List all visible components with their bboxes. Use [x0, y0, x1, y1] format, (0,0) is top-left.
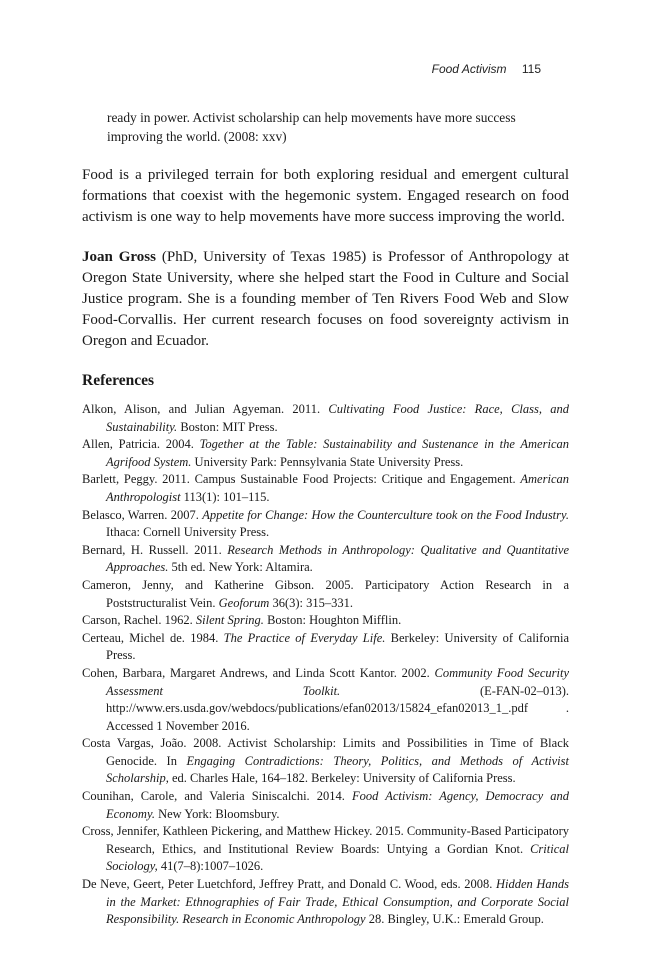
ref-text: 28. Bingley, U.K.: Emerald Group.	[365, 912, 544, 927]
ref-text: 5th ed. New York: Altamira.	[168, 560, 313, 575]
ref-text: Cross, Jennifer, Kathleen Pickering, and Matthew Hickey. 2015. Community-Based Participatory Research, Ethics, and Institutional Review Boards: Untying a Gordian Knot.	[82, 824, 569, 856]
ref-title: The Practice of Everyday Life.	[223, 630, 386, 645]
page-number: 115	[521, 62, 541, 76]
author-name: Joan Gross	[82, 249, 156, 265]
ref-title: Engaging Contradictions: Theory, Politics, and Methods of Activist Scholarship,	[106, 753, 569, 786]
ref-text: Bernard, H. Russell. 2011.	[82, 542, 228, 557]
ref-title: Food Activism: Agency, Democracy and Economy.	[106, 789, 569, 821]
ref-title: American Anthropologist	[106, 472, 569, 504]
author-bio	[82, 247, 569, 352]
ref-text: Ithaca: Cornell University Press.	[106, 525, 270, 540]
block-quote-text: ready in power. Activist scholarship can help movements have more success improving the world. (2008: xxv)	[107, 110, 516, 144]
reference-entry	[82, 577, 569, 612]
reference-entry	[82, 788, 569, 823]
author-bio-body: (PhD, University of Texas 1985) is Professor of Anthropology at Oregon State University, where she helped start the Food in Culture and Social Justice program. She is a founding member of Ten Rivers Food Web and Slow Food-Corvallis. Her current research focuses on food sovereignty activism in Oregon and Ecuador.	[82, 249, 569, 349]
ref-title: Geoforum	[218, 595, 270, 610]
ref-text: 41(7–8):1007–1026.	[157, 859, 264, 874]
running-head	[432, 62, 541, 76]
ref-title: Research Methods in Anthropology: Qualitative and Quantitative Approaches.	[106, 542, 569, 575]
ref-text: Alkon, Alison, and Julian Agyeman. 2011.	[82, 402, 329, 416]
paragraph-text: Food is a privileged terrain for both exploring residual and emergent cultural formations that coexist with the hegemonic system. Engaged research on food activism is one way to help movements have more success improving the world.	[82, 167, 569, 225]
reference-entry	[82, 542, 569, 577]
ref-text: Boston: Houghton Mifflin.	[263, 613, 402, 628]
conclusion-paragraph	[82, 165, 569, 228]
ref-text: Costa Vargas, João. 2008. Activist Scholarship: Limits and Possibilities in Time of Black Genocide. In	[82, 736, 569, 768]
references-heading: References	[82, 372, 155, 389]
ref-text: Berkeley: University of California Press.	[106, 630, 569, 663]
ref-text: (E-FAN-02–013). http://www.ers.usda.gov/webdocs/publications/efan02013/15824_efan02013_1_.pdf . Accessed 1 November 2016.	[106, 683, 569, 733]
reference-entry	[82, 630, 569, 665]
reference-entry	[82, 401, 569, 436]
ref-text: De Neve, Geert, Peter Luetchford, Jeffrey Pratt, and Donald C. Wood, eds. 2008.	[82, 877, 496, 892]
ref-title: Appetite for Change: How the Counterculture took on the Food Industry.	[202, 507, 570, 522]
reference-entry	[82, 507, 569, 542]
ref-title: Hidden Hands in the Market: Ethnographies of Fair Trade, Ethical Consumption, and Corporate Social Responsibility. Research in Economic Anthropology	[106, 877, 569, 927]
ref-title: Cultivating Food Justice: Race, Class, and Sustainability.	[106, 402, 569, 434]
reference-list	[82, 401, 569, 929]
ref-text: Allen, Patricia. 2004.	[82, 437, 200, 452]
author-bio-text	[82, 247, 569, 352]
reference-entry	[82, 876, 569, 929]
ref-text: Cameron, Jenny, and Katherine Gibson. 2005. Participatory Action Research in a Poststructuralist Vein.	[82, 577, 569, 610]
block-quote	[107, 108, 547, 146]
reference-entry	[82, 735, 569, 788]
reference-entry	[82, 612, 569, 630]
reference-entry	[82, 823, 569, 876]
ref-title: Silent Spring.	[195, 613, 264, 628]
reference-entry	[82, 471, 569, 506]
ref-title: Critical Sociology,	[106, 841, 569, 874]
ref-text: New York: Bloomsbury.	[154, 806, 280, 821]
ref-text: ed. Charles Hale, 164–182. Berkeley: University of California Press.	[168, 771, 516, 786]
running-title: Food Activism	[431, 62, 507, 76]
ref-text: University Park: Pennsylvania State University Press.	[191, 454, 464, 469]
ref-text: 36(3): 315–331.	[269, 595, 354, 610]
ref-text: 113(1): 101–115.	[180, 489, 270, 504]
reference-entry	[82, 665, 569, 735]
ref-text: Boston: MIT Press.	[177, 419, 278, 434]
ref-text: Certeau, Michel de. 1984.	[82, 630, 224, 645]
ref-text: Cohen, Barbara, Margaret Andrews, and Linda Scott Kantor. 2002.	[82, 665, 435, 680]
ref-title: Community Food Security Assessment Toolkit.	[106, 665, 569, 698]
ref-text: Carson, Rachel. 1962.	[82, 613, 196, 628]
ref-text: Belasco, Warren. 2007.	[82, 507, 203, 522]
ref-text: Counihan, Carole, and Valeria Siniscalchi. 2014.	[82, 789, 352, 804]
reference-entry	[82, 436, 569, 471]
ref-title: Together at the Table: Sustainability and Sustenance in the American Agrifood System.	[106, 437, 569, 469]
ref-text: Barlett, Peggy. 2011. Campus Sustainable Food Projects: Critique and Engagement.	[82, 472, 521, 487]
